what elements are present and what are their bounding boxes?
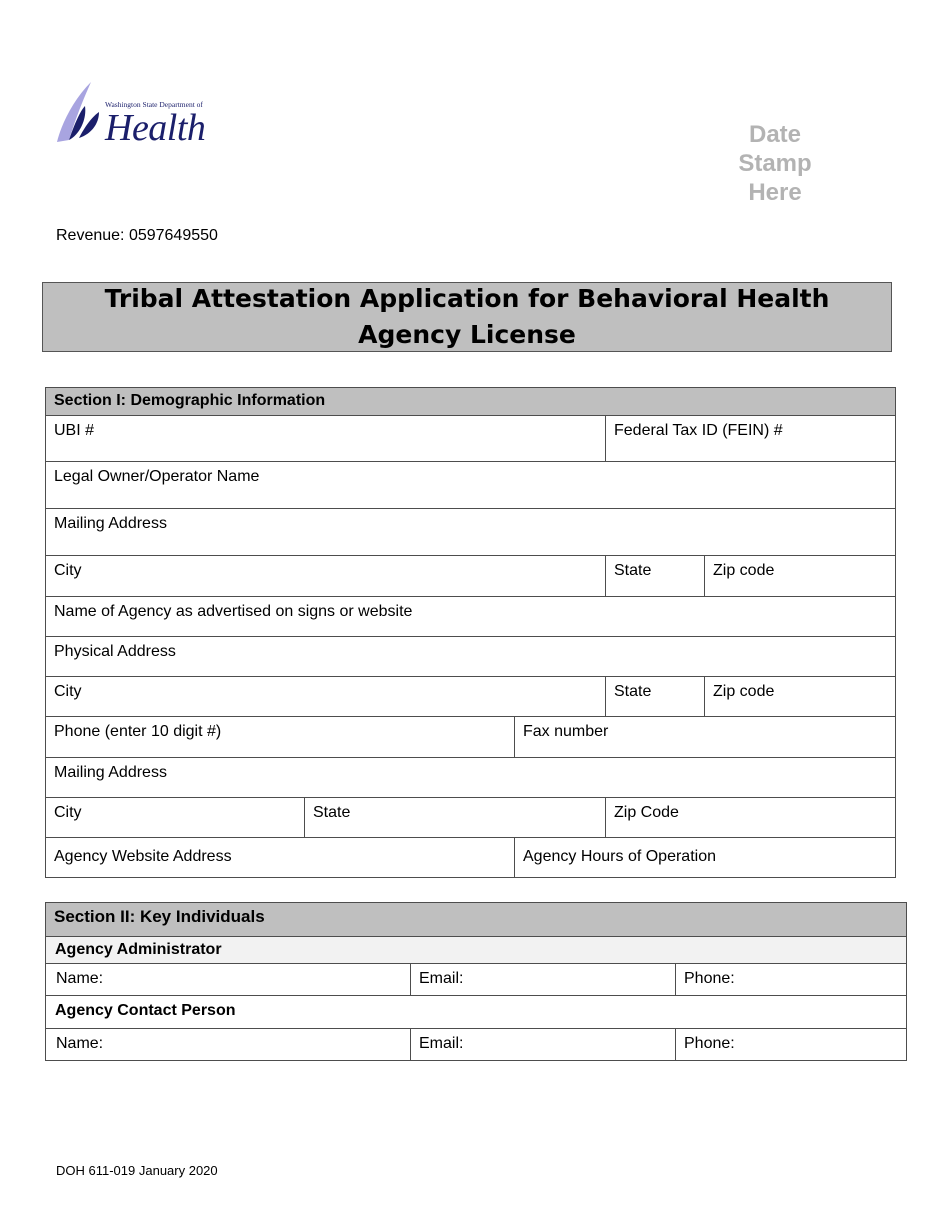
contact-person-header: Agency Contact Person: [46, 996, 907, 1029]
section-1-header: Section I: Demographic Information: [46, 388, 896, 416]
physical-zip-field[interactable]: Zip code: [705, 677, 896, 717]
logo-agency-small: Washington State Department of: [105, 100, 203, 109]
doh-health-logo: [55, 80, 205, 150]
logo-agency-big: Health: [105, 107, 206, 149]
phone-field[interactable]: Phone (enter 10 digit #): [46, 717, 515, 758]
mailing-zip-field[interactable]: Zip Code: [606, 798, 896, 838]
physical-state-field[interactable]: State: [606, 677, 705, 717]
city-field[interactable]: City: [46, 556, 606, 597]
mailing-city-field[interactable]: City: [46, 798, 305, 838]
section-1-table: [45, 387, 896, 878]
form-title-box: [42, 282, 892, 352]
fax-field[interactable]: Fax number: [515, 717, 896, 758]
stamp-line-3: Here: [748, 179, 802, 206]
physical-city-field[interactable]: City: [46, 677, 606, 717]
ubi-field[interactable]: UBI #: [46, 416, 606, 462]
stamp-line-1: Date: [748, 121, 802, 148]
physical-address-field[interactable]: Physical Address: [46, 637, 896, 677]
mailing-state-field[interactable]: State: [305, 798, 606, 838]
stamp-line-2: Stamp: [738, 150, 812, 177]
zip-field[interactable]: Zip code: [705, 556, 896, 597]
administrator-header: Agency Administrator: [46, 937, 907, 964]
feather-logo-icon: [55, 80, 105, 150]
admin-email-field[interactable]: Email:: [411, 964, 676, 996]
agency-name-field[interactable]: Name of Agency as advertised on signs or website: [46, 597, 896, 637]
form-title: Tribal Attestation Application for Behavioral Health Agency License: [104, 284, 830, 349]
date-stamp-area: [700, 120, 850, 207]
section-2-header: Section II: Key Individuals: [46, 903, 907, 937]
contact-name-field[interactable]: Name:: [46, 1029, 411, 1061]
state-field[interactable]: State: [606, 556, 705, 597]
contact-email-field[interactable]: Email:: [411, 1029, 676, 1061]
owner-name-field[interactable]: Legal Owner/Operator Name: [46, 462, 896, 509]
fein-field[interactable]: Federal Tax ID (FEIN) #: [606, 416, 896, 462]
admin-phone-field[interactable]: Phone:: [676, 964, 907, 996]
section-2-table: [45, 902, 907, 1061]
mailing-address-field[interactable]: Mailing Address: [46, 509, 896, 556]
revenue-code: Revenue: 0597649550: [56, 227, 218, 244]
contact-phone-field[interactable]: Phone:: [676, 1029, 907, 1061]
admin-name-field[interactable]: Name:: [46, 964, 411, 996]
website-field[interactable]: Agency Website Address: [46, 838, 515, 878]
mailing-address-2-field[interactable]: Mailing Address: [46, 758, 896, 798]
hours-field[interactable]: Agency Hours of Operation: [515, 838, 896, 878]
form-number-footer: DOH 611-019 January 2020: [56, 1163, 218, 1178]
